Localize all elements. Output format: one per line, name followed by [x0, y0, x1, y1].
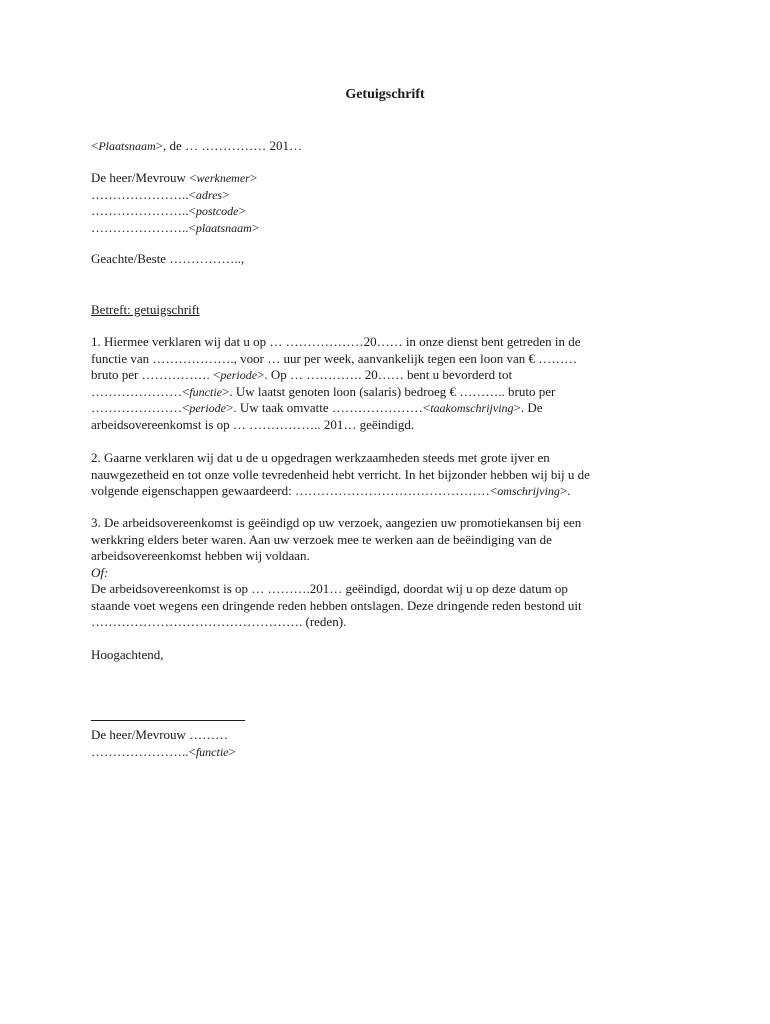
address-name-pre: De heer/Mevrouw < — [91, 170, 197, 185]
signer-name-line: De heer/Mevrouw ……… — [91, 727, 229, 742]
p2-line — [91, 483, 691, 500]
p2-line3-pre: volgende eigenschappen gewaardeerd: ………………………………………< — [91, 483, 498, 498]
p1-line: 1. Hiermee verklaren wij dat u op … ………………20…… in onze dienst bent getreden in de — [91, 334, 581, 349]
postcode-placeholder: postcode — [195, 204, 239, 218]
street-post: > — [222, 186, 230, 202]
place-placeholder: Plaatsnaam — [98, 139, 156, 153]
signer-function-pre: …………………..< — [91, 743, 196, 759]
function-placeholder: functie — [189, 384, 222, 399]
address-street-line — [91, 187, 691, 204]
city-placeholder: plaatsnaam — [195, 220, 252, 235]
p3-line: De arbeidsovereenkomst is op … ……….201… geëindigd, doordat wij u op deze datum op — [91, 581, 568, 596]
p2-line: nauwgezetheid en tot onze volle tevredenheid hebt verricht. In het bijzonder hebben wij bij u de — [91, 466, 590, 482]
p3-line: staande voet wegens een dringende reden hebben ontslagen. Deze dringende reden bestond uit — [91, 597, 582, 613]
subject-line: Betreft: getuigschrift — [91, 302, 200, 317]
address-block — [91, 170, 691, 236]
signature-line — [91, 720, 245, 721]
city-pre: …………………..< — [91, 219, 196, 235]
period-placeholder: periode — [189, 401, 226, 415]
p1-line4-pre: …………………< — [91, 383, 190, 399]
greeting: Geachte/Beste …………….., — [91, 251, 245, 266]
p1-line — [91, 400, 691, 417]
p2-line3-post: >. — [559, 483, 571, 498]
paragraph-1 — [91, 334, 691, 433]
p1-line: functie van ………………., voor … uur per week, aanvankelijk tegen een loon van € ……… — [91, 350, 578, 366]
p3-line: …………………………………………. (reden). — [91, 614, 347, 629]
description-placeholder: omschrijving — [497, 484, 560, 498]
address-name-line — [91, 170, 691, 187]
p1-line5-mid: >. Uw taak omvatte …………………< — [226, 400, 431, 415]
signature-block — [91, 727, 691, 760]
place-date-post: >, de … …………… 201… — [155, 138, 303, 153]
document-title: Getuigschrift — [345, 87, 425, 102]
p3-line: arbeidsovereenkomst hebben wij voldaan. — [91, 548, 310, 563]
p1-line5-pre: …………………< — [91, 400, 190, 415]
closing: Hoogachtend, — [91, 647, 164, 662]
address-name-post: > — [249, 170, 258, 185]
signer-function-post: > — [228, 743, 236, 759]
postcode-pre: …………………..< — [91, 203, 196, 218]
task-description-placeholder: taakomschrijving — [430, 401, 514, 415]
street-placeholder: adres — [195, 187, 223, 202]
p3-line: werkkring elders beter waren. Aan uw verzoek mee te werken aan de beëindiging van de — [91, 531, 552, 547]
p1-line4-post: >. Uw laatst genoten loon (salaris) bedroeg € ……….. bruto per — [222, 383, 556, 399]
p1-line: arbeidsovereenkomst is op … …………….. 201… geëindigd. — [91, 416, 415, 432]
period-placeholder: periode — [220, 368, 258, 382]
address-city-line — [91, 220, 691, 237]
address-postcode-line — [91, 203, 691, 220]
paragraph-2 — [91, 450, 691, 500]
postcode-post: > — [238, 203, 246, 218]
place-date-pre: < — [91, 138, 99, 153]
or-label: Of: — [91, 564, 109, 580]
place-date-line — [91, 138, 691, 155]
p3-line: 3. De arbeidsovereenkomst is geëindigd op uw verzoek, aangezien uw promotiekansen bij een — [91, 515, 582, 530]
p1-line5-post: >. De — [513, 400, 543, 415]
paragraph-3 — [91, 515, 691, 631]
p1-line3-post: >. Op … …………. 20…… bent u bevorderd tot — [257, 367, 513, 382]
p1-line — [91, 367, 691, 384]
signer-function-line — [91, 744, 691, 761]
p1-line — [91, 384, 691, 401]
employee-placeholder: werknemer — [196, 171, 250, 185]
p2-line: 2. Gaarne verklaren wij dat u de u opgedragen werkzaamheden steeds met grote ijver en — [91, 450, 550, 465]
p1-line3-pre: bruto per ……………. < — [91, 367, 221, 382]
street-pre: …………………..< — [91, 186, 196, 202]
city-post: > — [251, 219, 260, 235]
signer-function-placeholder: functie — [195, 744, 229, 759]
